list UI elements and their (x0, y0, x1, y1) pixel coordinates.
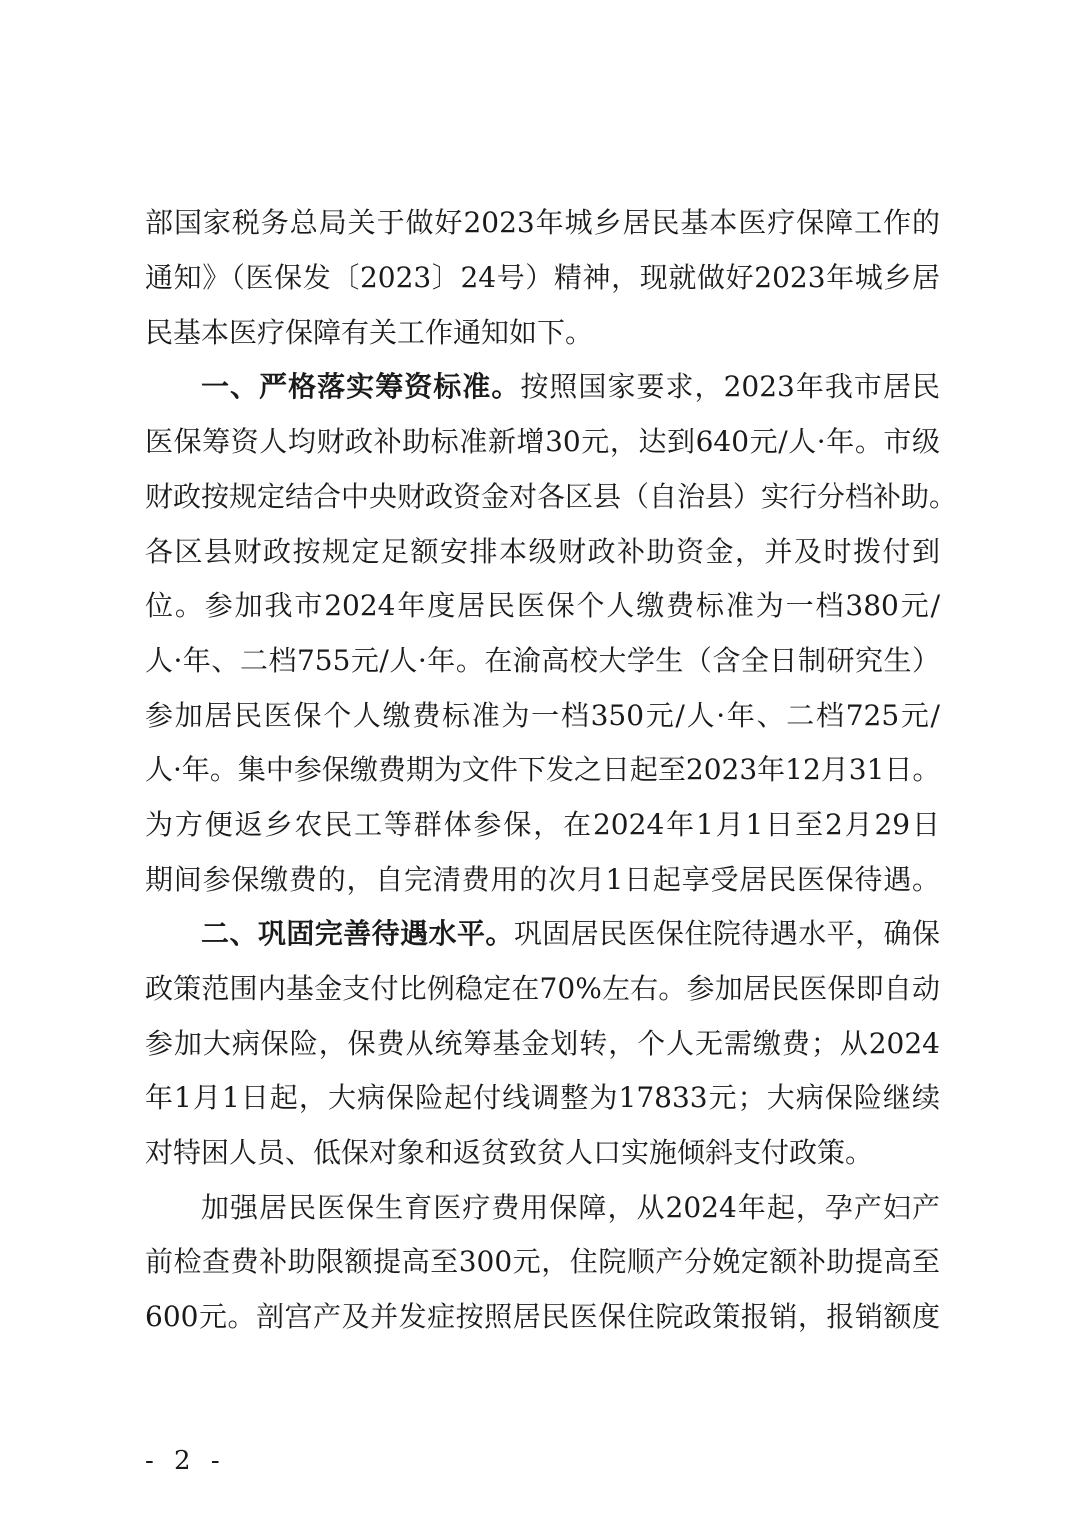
body-line-10: 参加居民医保个人缴费标准为一档350元/人·年、二档725元/ (145, 699, 940, 732)
body-line-16: 参加大病保险，保费从统筹基金划转，个人无需缴费；从2024 (145, 1027, 940, 1060)
body-line-12: 为方便返乡农民工等群体参保，在2024年1月1日至2月29日 (145, 808, 940, 841)
body-line-9: 人·年、二档755元/人·年。在渝高校大学生（含全日制研究生） (145, 644, 940, 677)
body-line-15: 政策范围内基金支付比例稳定在70%左右。参加居民医保即自动 (145, 972, 940, 1005)
section-1-first-line (201, 367, 940, 407)
body-line-3: 民基本医疗保障有关工作通知如下。 (145, 316, 594, 349)
section-1-heading: 一、严格落实筹资标准。 (201, 370, 521, 403)
section-2-lead-text: 巩固居民医保住院待遇水平，确保 (513, 917, 940, 950)
body-line-6: 财政按规定结合中央财政资金对各区县（自治县）实行分档补助。 (145, 480, 958, 513)
body-line-8: 位。参加我市2024年度居民医保个人缴费标准为一档380元/ (145, 589, 940, 622)
body-line-13: 期间参保缴费的，自完清费用的次月1日起享受居民医保待遇。 (145, 863, 940, 896)
body-line-17: 年1月1日起，大病保险起付线调整为17833元；大病保险继续 (145, 1081, 940, 1114)
body-line-11: 人·年。集中参保缴费期为文件下发之日起至2023年12月31日。 (145, 753, 941, 786)
body-line-21: 600元。剖宫产及并发症按照居民医保住院政策报销，报销额度 (145, 1300, 940, 1333)
body-line-5: 医保筹资人均财政补助标准新增30元，达到640元/人·年。市级 (145, 425, 940, 458)
body-line-1: 部国家税务总局关于做好2023年城乡居民基本医疗保障工作的 (145, 206, 940, 239)
body-line-19: 加强居民医保生育医疗费用保障，从2024年起，孕产妇产 (201, 1191, 940, 1224)
section-2-first-line (201, 914, 940, 954)
body-line-20: 前检查费补助限额提高至300元，住院顺产分娩定额补助提高至 (145, 1245, 940, 1278)
body-line-7: 各区县财政按规定足额安排本级财政补助资金，并及时拨付到 (145, 535, 940, 568)
body-line-2: 通知》（医保发〔2023〕24号）精神，现就做好2023年城乡居 (145, 261, 940, 294)
body-line-18: 对特困人员、低保对象和返贫致贫人口实施倾斜支付政策。 (145, 1136, 874, 1169)
section-1-lead-text: 按照国家要求，2023年我市居民 (520, 370, 940, 403)
page-number: - 2 - (145, 1446, 226, 1476)
section-2-heading: 二、巩固完善待遇水平。 (201, 917, 514, 950)
